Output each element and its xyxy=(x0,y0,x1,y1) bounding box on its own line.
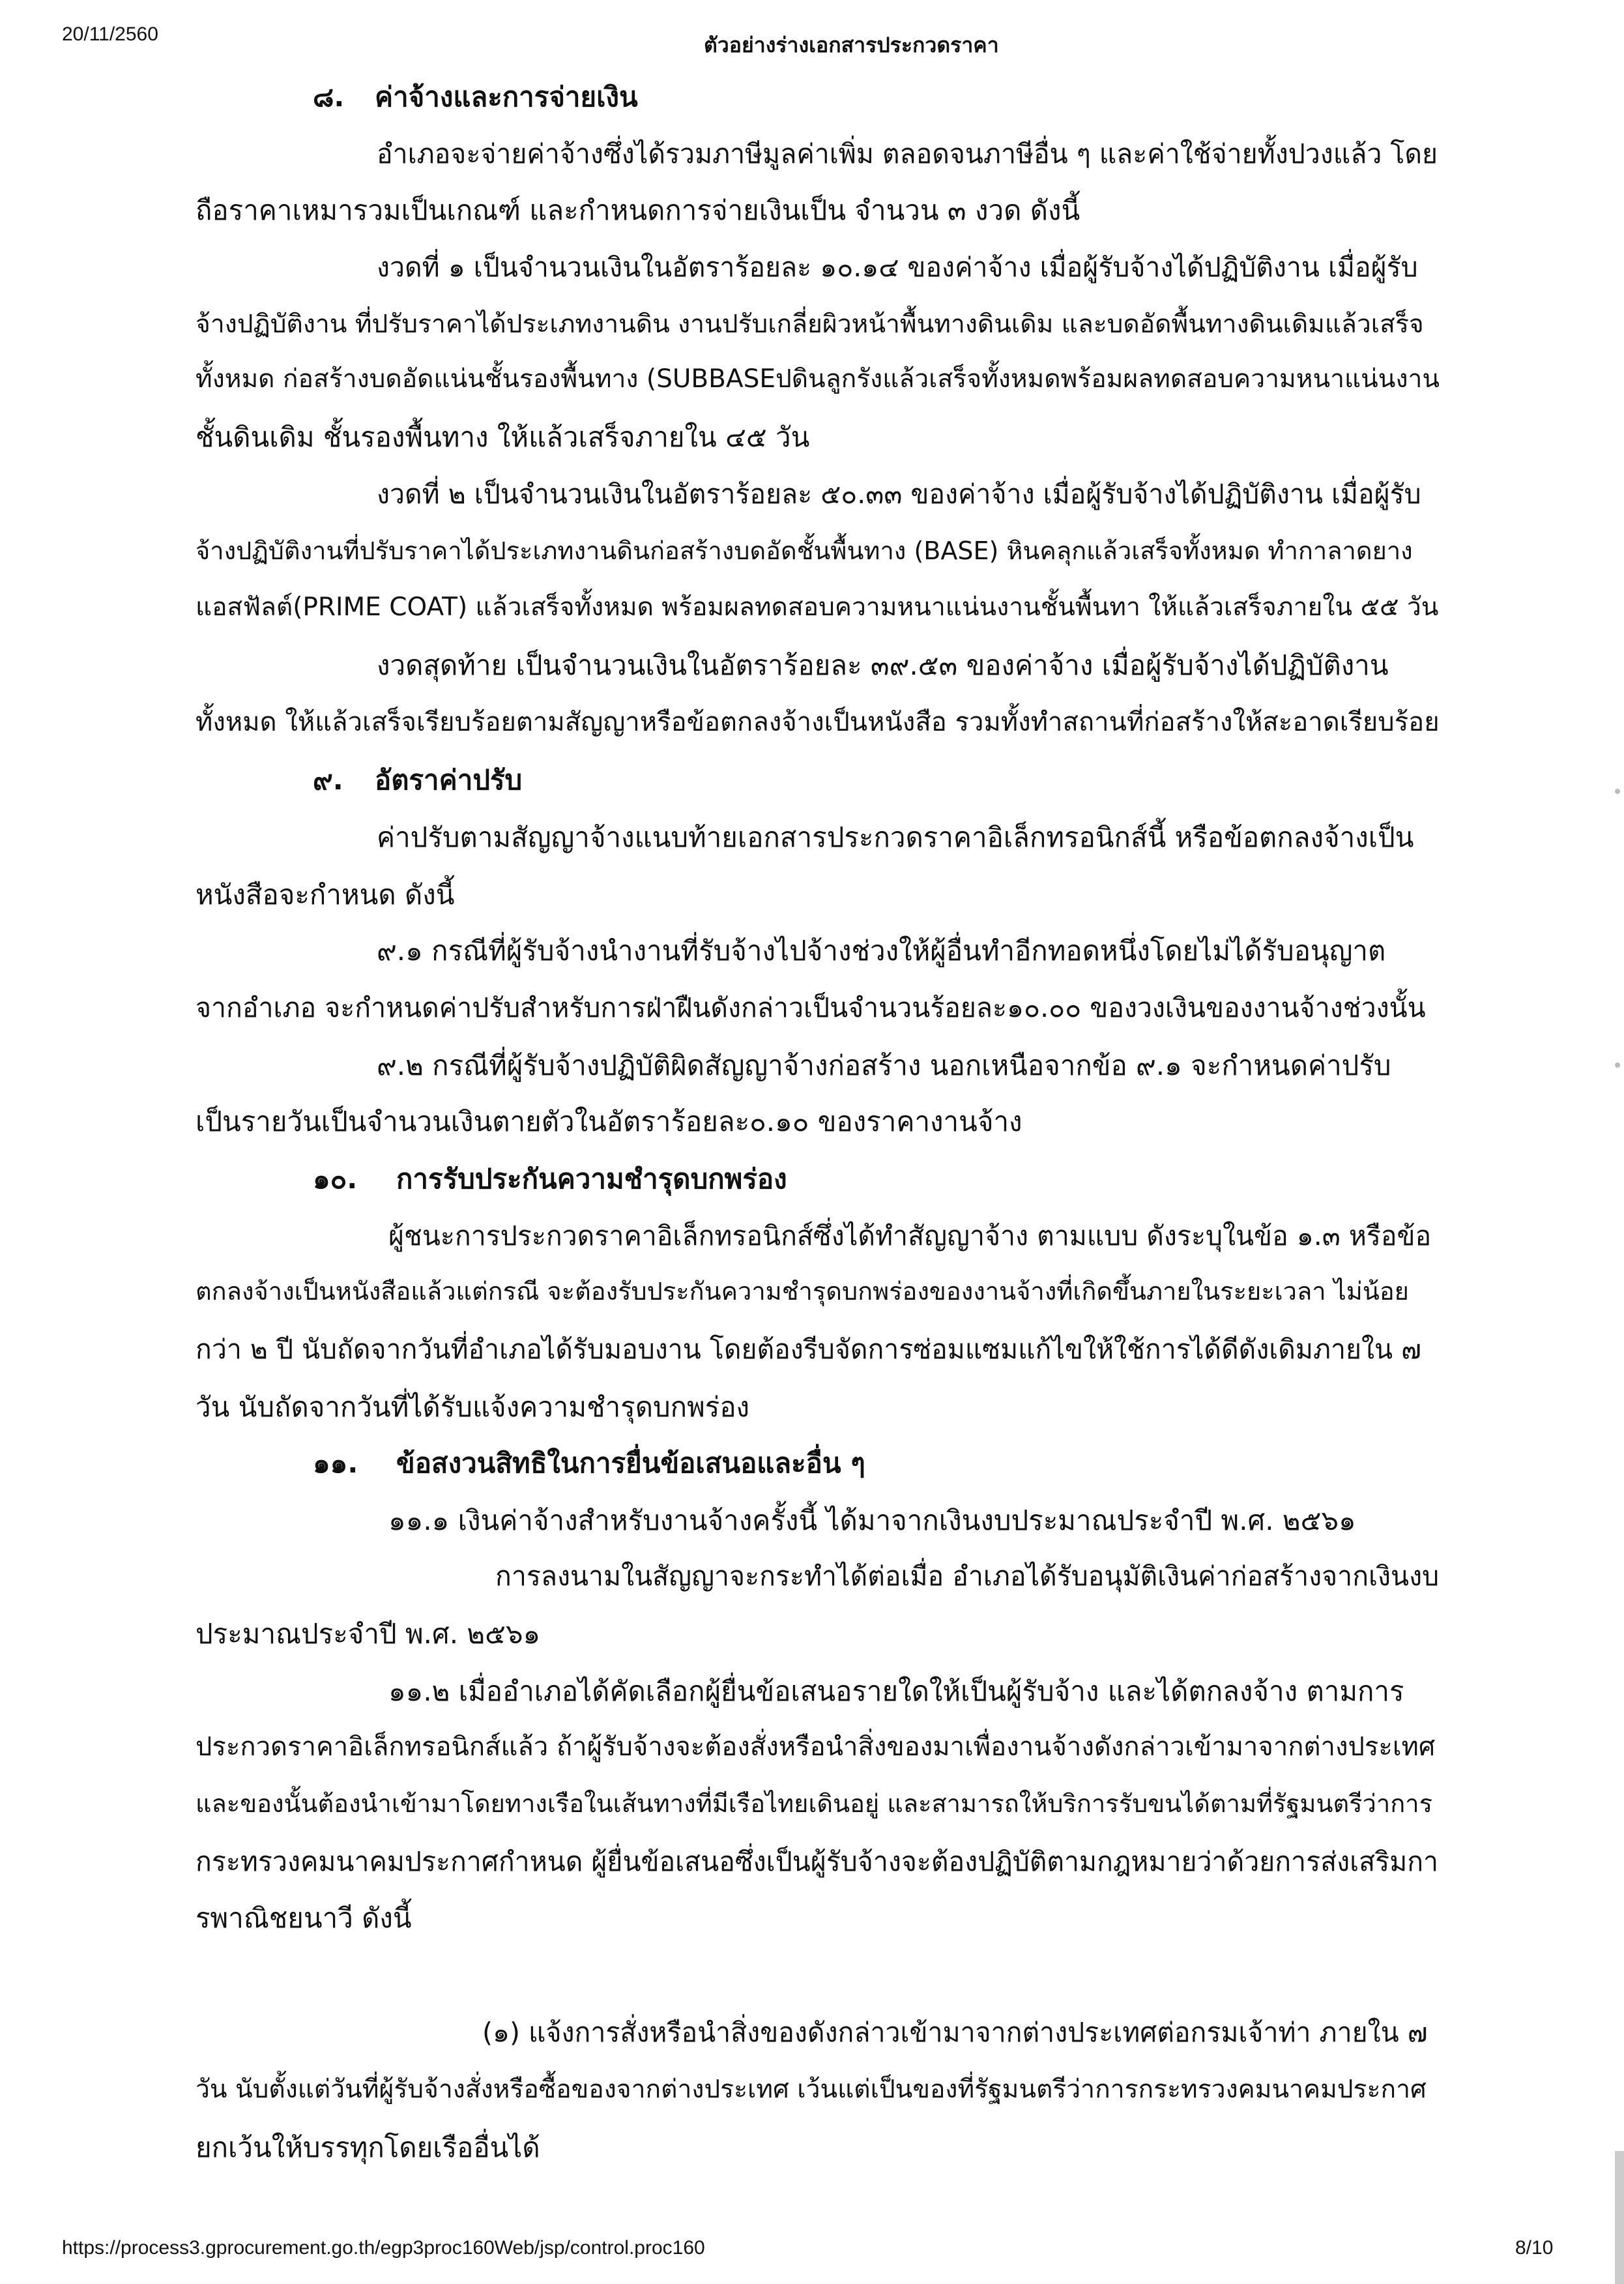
section-8-line: งวดสุดท้าย เป็นจำนวนเงินในอัตราร้อยละ ๓๙.๕๓ ของค่าจ้าง เมื่อผู้รับจ้างได้ปฏิบัติงาน xyxy=(377,649,1389,681)
section-8-title: ค่าจ้างและการจ่ายเงิน xyxy=(375,81,638,113)
section-9-line: เป็นรายวันเป็นจำนวนเงินตายตัวในอัตราร้อยละ๐.๑๐ ของราคางานจ้าง xyxy=(196,1105,1022,1137)
section-11-line: การลงนามในสัญญาจะกระทำได้ต่อเมื่อ อำเภอได้รับอนุมัติเงินค่าก่อสร้างจากเงินงบ xyxy=(495,1560,1440,1592)
section-11-line: วัน นับตั้งแต่วันที่ผู้รับจ้างสั่งหรือซื้อของจากต่างประเทศ เว้นแต่เป็นของที่รัฐมนตรีว่าการกระทรวงคมนาคมประกาศ xyxy=(196,2075,1427,2104)
section-9-line: หนังสือจะกำหนด ดังนี้ xyxy=(196,879,455,911)
section-9-line: ๙.๒ กรณีที่ผู้รับจ้างปฏิบัติผิดสัญญาจ้างก่อสร้าง นอกเหนือจากข้อ ๙.๑ จะกำหนดค่าปรับ xyxy=(377,1049,1391,1081)
section-8-line: จ้างปฏิบัติงาน ที่ปรับราคาได้ประเภทงานดิน งานปรับเกลี่ยผิวหน้าพื้นทางดินเดิม และบดอัดพื้นทางดินเดิมแล้วเสร็จ xyxy=(196,310,1424,339)
section-11-line: ประมาณประจำปี พ.ศ. ๒๕๖๑ xyxy=(196,1618,541,1650)
section-11-line: กระทรวงคมนาคมประกาศกำหนด ผู้ยื่นข้อเสนอซึ่งเป็นผู้รับจ้างจะต้องปฏิบัติตามกฎหมายว่าด้วยการส่งเสริมกา xyxy=(196,1846,1439,1877)
section-8-line: จ้างปฏิบัติงานที่ปรับราคาได้ประเภทงานดินก่อสร้างบดอัดชั้นพื้นทาง (BASE) หินคลุกแล้วเสร็จทั้งหมด ทำกาลาดยาง xyxy=(196,536,1413,565)
section-11-title: ข้อสงวนสิทธิในการยื่นข้อเสนอและอื่น ๆ xyxy=(396,1447,865,1479)
section-9-line: จากอำเภอ จะกำหนดค่าปรับสำหรับการฝ่าฝืนดังกล่าวเป็นจำนวนร้อยละ๑๐.๐๐ ของวงเงินของงานจ้างช่วงนั้น xyxy=(196,992,1426,1023)
section-10-number: ๑๐. xyxy=(313,1163,358,1195)
scan-edge-dot xyxy=(1615,1062,1620,1068)
section-8-line: ชั้นดินเดิม ชั้นรองพื้นทาง ให้แล้วเสร็จภายใน ๔๕ วัน xyxy=(196,421,810,453)
section-10-line: ผู้ชนะการประกวดราคาอิเล็กทรอนิกส์ซึ่งได้ทำสัญญาจ้าง ตามแบบ ดังระบุในข้อ ๑.๓ หรือข้อ xyxy=(388,1220,1432,1252)
section-11-line: รพาณิชยนาวี ดังนี้ xyxy=(196,1902,412,1934)
section-10-line: วัน นับถัดจากวันที่ได้รับแจ้งความชำรุดบกพร่อง xyxy=(196,1391,750,1423)
section-11-line: ๑๑.๒ เมื่ออำเภอได้คัดเลือกผู้ยื่นข้อเสนอรายใดให้เป็นผู้รับจ้าง และได้ตกลงจ้าง ตามการ xyxy=(388,1675,1404,1707)
section-9-title: อัตราค่าปรับ xyxy=(375,764,523,796)
section-8-line: แอสฟัลต์(PRIME COAT) แล้วเสร็จทั้งหมด พร้อมผลทดสอบความหนาแน่นงานชั้นพื้นทา ให้แล้วเสร็จภายใน ๕๕ วัน xyxy=(196,593,1439,622)
section-10-line: กว่า ๒ ปี นับถัดจากวันที่อำเภอได้รับมอบงาน โดยต้องรีบจัดการซ่อมแซมแก้ไขให้ใช้การได้ดีดังเดิมภายใน ๗ xyxy=(196,1334,1421,1365)
section-8-line: ทั้งหมด ก่อสร้างบดอัดแน่นชั้นรองพื้นทาง (SUBBASEปดินลูกรังแล้วเสร็จทั้งหมดพร้อมผลทดสอบความหนาแน่นงาน xyxy=(196,364,1440,394)
section-9-line: ๙.๑ กรณีที่ผู้รับจ้างนำงานที่รับจ้างไปจ้างช่วงให้ผู้อื่นทำอีกทอดหนึ่งโดยไม่ได้รับอนุญาต xyxy=(377,935,1386,967)
section-11-line: ประกวดราคาอิเล็กทรอนิกส์แล้ว ถ้าผู้รับจ้างจะต้องสั่งหรือนำสิ่งของมาเพื่องานจ้างดังกล่าวเข้ามาจากต่างประเทศ xyxy=(196,1732,1436,1762)
section-10-title: การรับประกันความชำรุดบกพร่อง xyxy=(396,1163,787,1195)
scan-edge-shadow xyxy=(1615,2151,1624,2284)
section-11-number: ๑๑. xyxy=(313,1447,358,1479)
header-date: 20/11/2560 xyxy=(62,23,158,45)
section-10-line: ตกลงจ้างเป็นหนังสือแล้วแต่กรณี จะต้องรับประกันความชำรุดบกพร่องของงานจ้างที่เกิดขึ้นภายในระยะเวลา ไม่น้อย xyxy=(196,1277,1409,1306)
scan-edge-dot xyxy=(1615,789,1620,794)
section-11-line: ยกเว้นให้บรรทุกโดยเรืออื่นได้ xyxy=(196,2131,540,2163)
header-title: ตัวอย่างร่างเอกสารประกวดราคา xyxy=(704,33,999,57)
section-11-line: (๑) แจ้งการสั่งหรือนำสิ่งของดังกล่าวเข้ามาจากต่างประเทศต่อกรมเจ้าท่า ภายใน ๗ xyxy=(482,2017,1428,2048)
section-8-line: อำเภอจะจ่ายค่าจ้างซึ่งได้รวมภาษีมูลค่าเพิ่ม ตลอดจนภาษีอื่น ๆ และค่าใช้จ่ายทั้งปวงแล้ว โดย xyxy=(377,138,1438,169)
section-8-line: งวดที่ ๑ เป็นจำนวนเงินในอัตราร้อยละ ๑๐.๑๔ ของค่าจ้าง เมื่อผู้รับจ้างได้ปฏิบัติงาน เมื่อผู้รับ xyxy=(377,252,1418,283)
footer-page-number: 8/10 xyxy=(1515,2237,1554,2259)
section-8-line: ทั้งหมด ให้แล้วเสร็จเรียบร้อยตามสัญญาหรือข้อตกลงจ้างเป็นหนังสือ รวมทั้งทำสถานที่ก่อสร้างให้สะอาดเรียบร้อย xyxy=(196,707,1440,737)
section-9-line: ค่าปรับตามสัญญาจ้างแนบท้ายเอกสารประกวดราคาอิเล็กทรอนิกส์นี้ หรือข้อตกลงจ้างเป็น xyxy=(377,821,1414,853)
section-11-line: และของนั้นต้องนำเข้ามาโดยทางเรือในเส้นทางที่มีเรือไทยเดินอยู่ และสามารถให้บริการรับขนได้ตามที่รัฐมนตรีว่าการ xyxy=(196,1789,1432,1818)
section-9-number: ๙. xyxy=(313,764,343,796)
section-8-line: งวดที่ ๒ เป็นจำนวนเงินในอัตราร้อยละ ๕๐.๓๓ ของค่าจ้าง เมื่อผู้รับจ้างได้ปฏิบัติงาน เมื่อผู้รับ xyxy=(377,478,1421,510)
section-8-line: ถือราคาเหมารวมเป็นเกณฑ์ และกำหนดการจ่ายเงินเป็น จำนวน ๓ งวด ดังนี้ xyxy=(196,194,1080,226)
section-8-number: ๘. xyxy=(313,81,345,113)
section-11-line: ๑๑.๑ เงินค่าจ้างสำหรับงานจ้างครั้งนี้ ได้มาจากเงินงบประมาณประจำปี พ.ศ. ๒๕๖๑ xyxy=(388,1504,1356,1536)
footer-url: https://process3.gprocurement.go.th/egp3proc160Web/jsp/control.proc160 xyxy=(62,2237,705,2259)
